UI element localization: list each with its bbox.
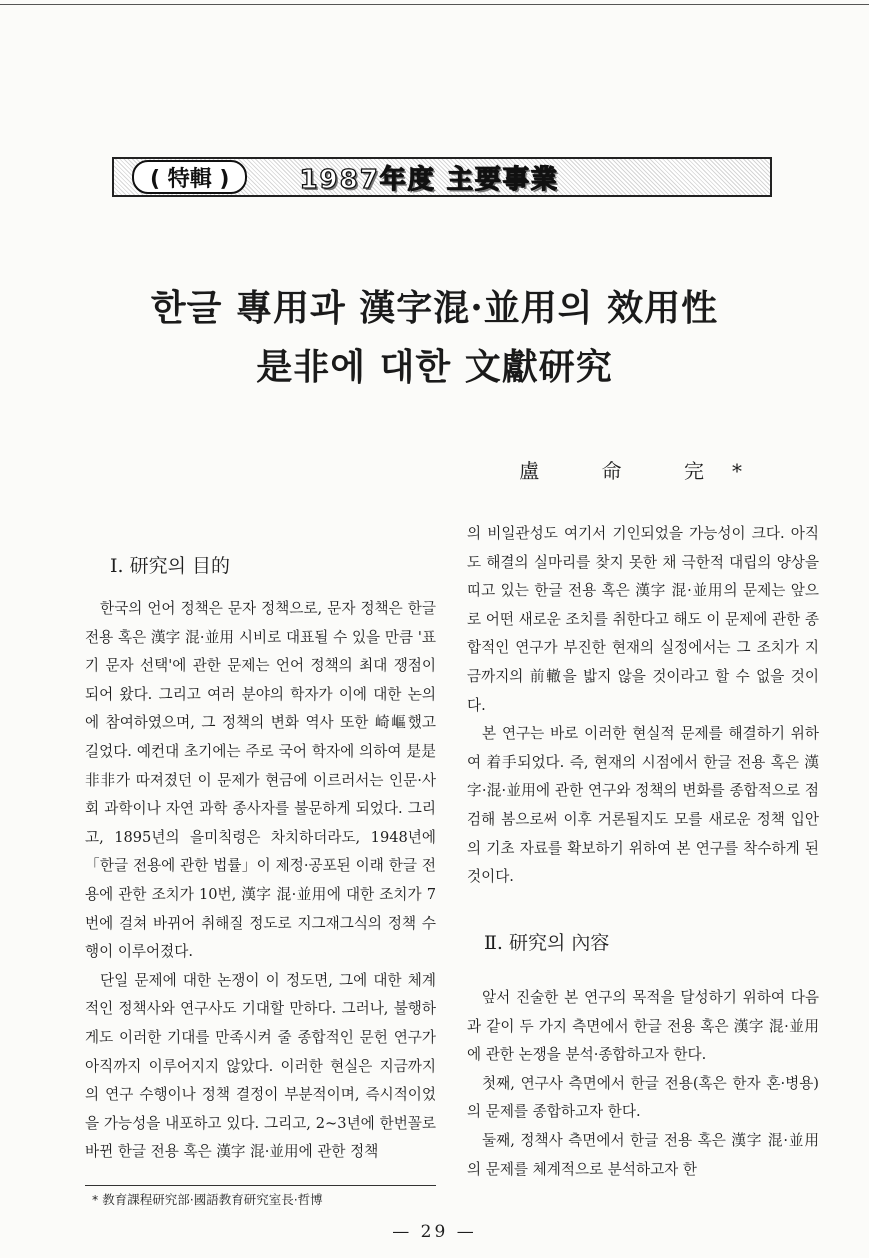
section2-paragraph1: 앞서 진술한 본 연구의 목적을 달성하기 위하여 다음과 같이 두 가지 측면에서 한글 전용 혹은 漢字 混·並用에 관한 논쟁을 분석·종합하고자 한다.	[467, 989, 819, 1064]
author-footnote: * 教育課程研究部·國語教育研究室長·哲博	[92, 1192, 323, 1207]
article-title-line1: 한글 專用과 漢字混·並用의 效用性	[150, 287, 719, 329]
section2-heading: Ⅱ. 研究의 內容	[484, 932, 610, 954]
section1-heading: Ⅰ. 研究의 目的	[110, 555, 230, 577]
section2-paragraph2: 첫째, 연구사 측면에서 한글 전용(혹은 한자 혼·병용)의 문제를 종합하고자 한다.	[467, 1074, 819, 1121]
banner-title: 1987年度 主要事業	[299, 164, 559, 195]
right-column-bottom	[467, 984, 819, 1184]
top-edge-rule	[0, 4, 869, 5]
right-paragraph1: 의 비일관성도 여기서 기인되었을 가능성이 크다. 아직도 해결의 실마리를 찾지 못한 채 극한적 대립의 양상을 띠고 있는 한글 전용 혹은 漢字 混·並用의 문제는 앞으로 어떤 새로운 조치를 취한다고 해도 이 문제에 관한 종합적인 연구가 부진한 현재의 실정에서는 그 조치가 지금까지의 前轍을 밟지 않을 것이라고 할 수 없을 것이다.	[467, 525, 819, 714]
footnote-divider	[85, 1185, 436, 1186]
special-feature-banner	[112, 157, 772, 197]
right-column-top	[467, 520, 819, 892]
left-column	[85, 595, 436, 1167]
section1-paragraph2: 단일 문제에 대한 논쟁이 이 정도면, 그에 대한 체계적인 정책사와 연구사도 기대할 만하다. 그러나, 불행하게도 이러한 기대를 만족시켜 줄 종합적인 문헌 연구가 아직까지 이루어지지 않았다. 이러한 현실은 지금까지의 연구 수행이나 정책 결정이 부분적이며, 즉시적이었을 가능성을 내포하고 있다. 그리고, 2~3년에 한번꼴로 바뀐 한글 전용 혹은 漢字 混·並用에 관한 정책	[85, 971, 436, 1161]
article-title-line2: 是非에 대한 文獻研究	[256, 346, 613, 388]
page-number: — 29 —	[392, 1222, 477, 1242]
author-name: 盧 命 完*	[519, 459, 770, 483]
section1-paragraph1: 한국의 언어 정책은 문자 정책으로, 문자 정책은 한글 전용 혹은 漢字 混·並用 시비로 대표될 수 있을 만큼 '표기 문자 선택'에 관한 문제는 언어 정책의 최대 쟁점이 되어 왔다. 그리고 여러 분야의 학자가 이에 대한 논의에 참여하였으며, 그 정책의 변화 역사 또한 崎嶇했고 길었다. 예컨대 초기에는 주로 국어 학자에 의하여 是是非非가 따져졌던 이 문제가 현금에 이르러서는 인문·사회 과학이나 자연 과학 종사자를 불문하게 되었다. 그리고, 1895년의 을미칙령은 차치하더라도, 1948년에 「한글 전용에 관한 법률」이 제정·공포된 이래 한글 전용에 관한 조치가 10번, 漢字 混·並用에 대한 조치가 7번에 걸쳐 바뀌어 취해질 정도로 지그재그식의 정책 수행이 이루어졌다.	[85, 600, 436, 961]
section2-paragraph3: 둘째, 정책사 측면에서 한글 전용 혹은 漢字 混·並用의 문제를 체계적으로 분석하고자 한	[467, 1131, 819, 1178]
banner-tag: ( 特輯 )	[132, 160, 247, 194]
right-paragraph2: 본 연구는 바로 이러한 현실적 문제를 해결하기 위하여 着手되었다. 즉, 현재의 시점에서 한글 전용 혹은 漢字·混·並用에 관한 연구와 정책의 변화를 종합적으로 점검해 봄으로써 이후 거론될지도 모를 새로운 정책 입안의 기초 자료를 확보하기 위하여 본 연구를 착수하게 된 것이다.	[467, 725, 819, 886]
